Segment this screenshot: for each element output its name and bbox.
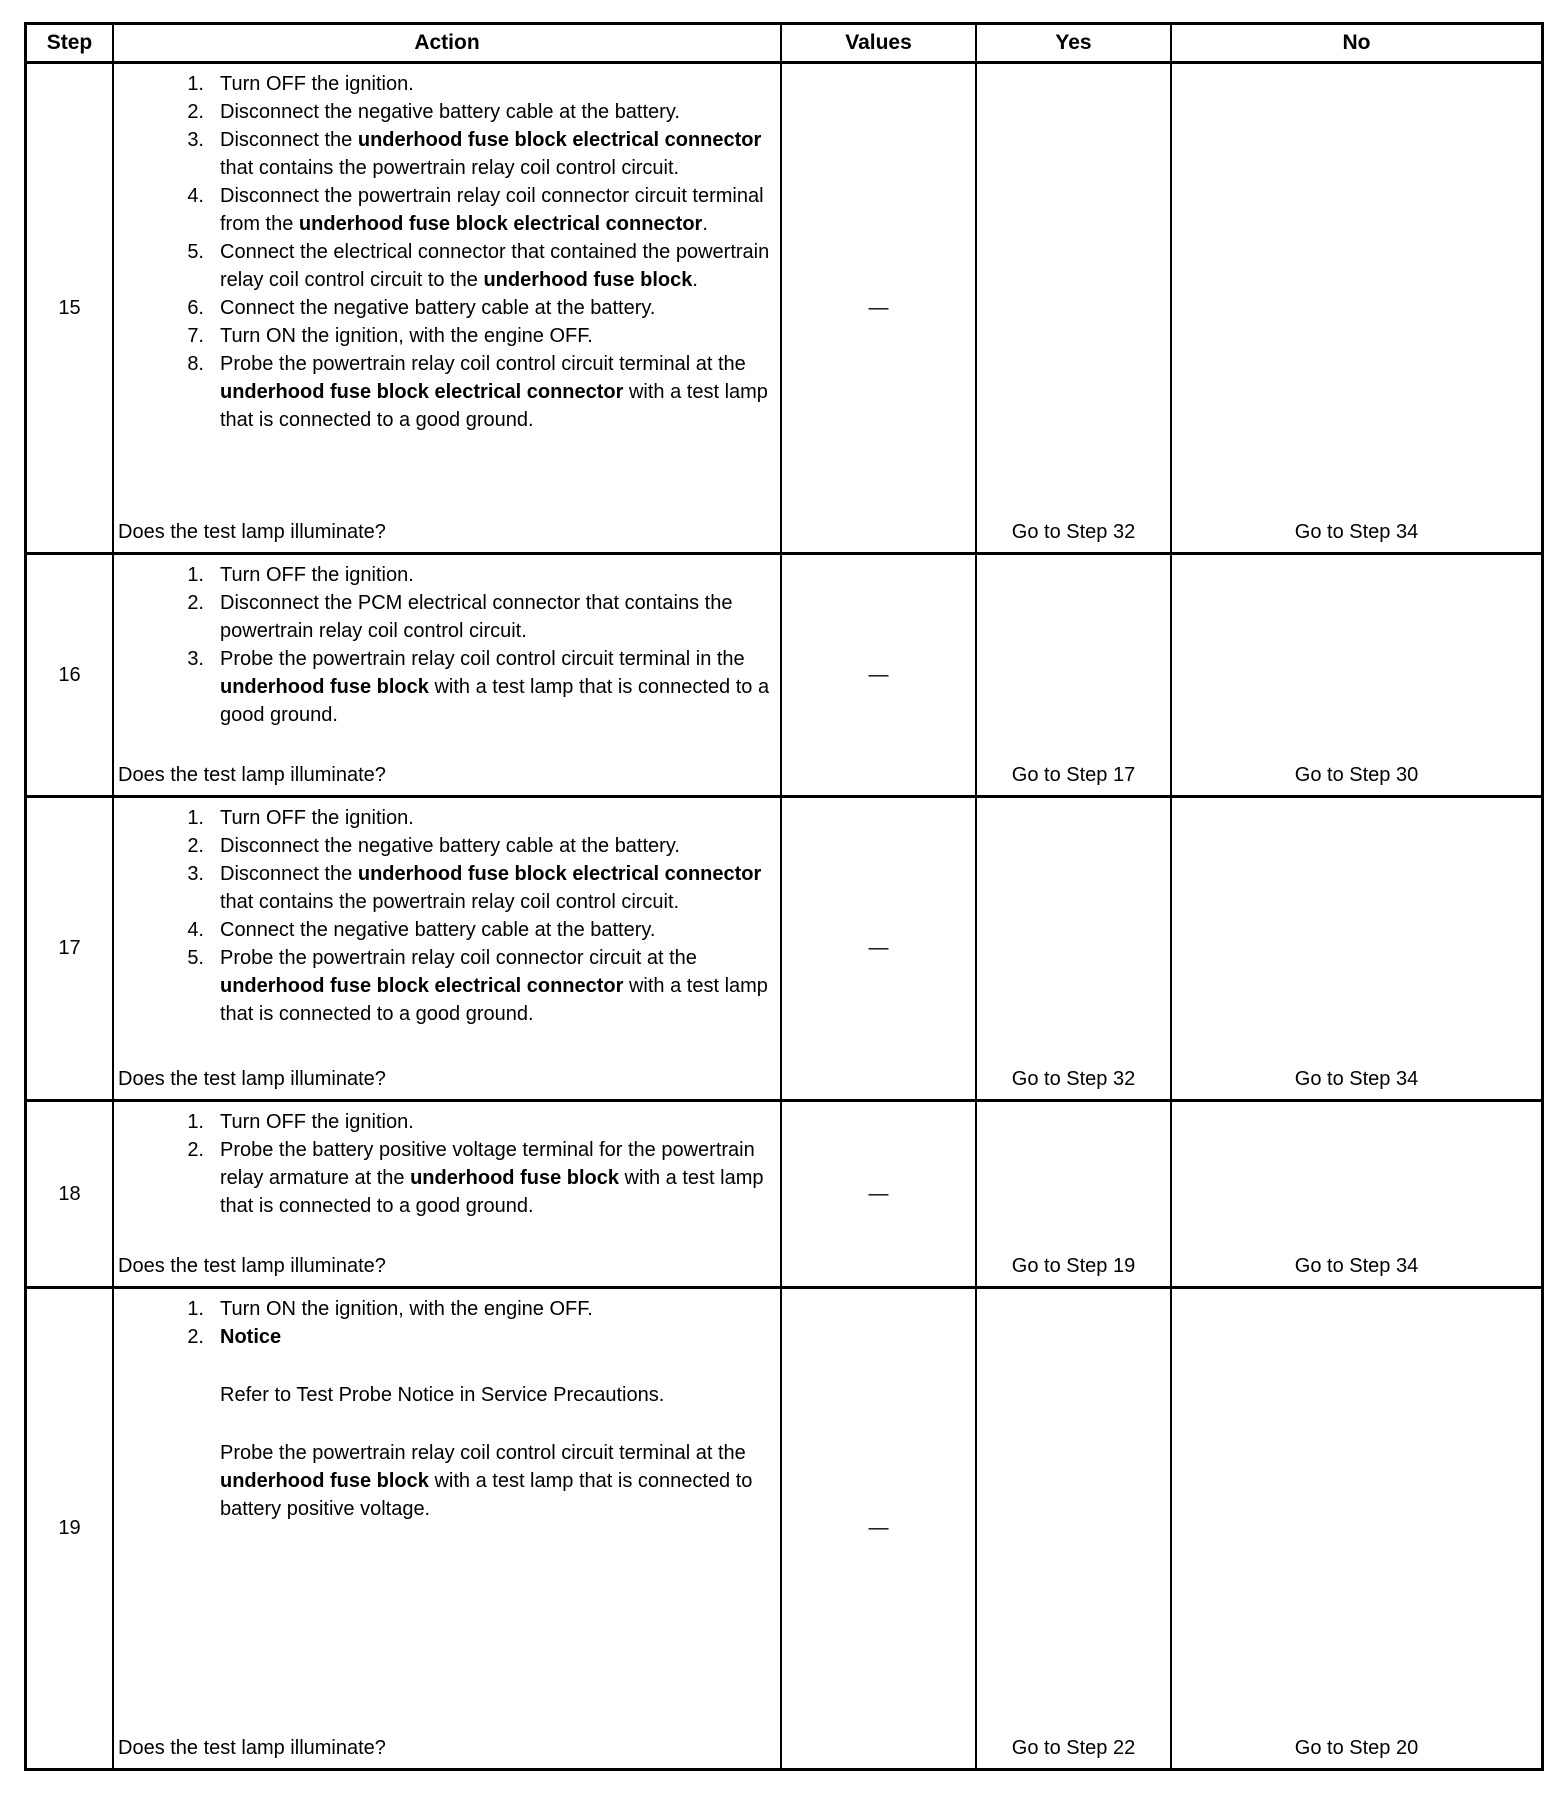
action-item-text: Turn ON the ignition, with the engine OFF. [220, 1298, 593, 1320]
values-cell [780, 798, 975, 1099]
yes-cell [975, 1289, 1170, 1768]
action-item [174, 322, 774, 350]
values-cell [780, 64, 975, 552]
step-number: 16 [58, 663, 81, 686]
action-item-text: Turn OFF the ignition. [220, 807, 414, 829]
no-cell [1170, 1289, 1541, 1768]
values-cell [780, 555, 975, 795]
action-item-text: Probe the powertrain relay coil connector circuit at the underhood fuse block electrical connector with a test lamp that is connected to a good ground. [220, 947, 768, 1025]
action-cell [112, 1289, 780, 1768]
action-item-number: 5. [187, 241, 204, 263]
action-item [174, 1108, 774, 1136]
step-cell [27, 64, 112, 552]
action-item-number: 3. [187, 863, 204, 885]
action-item-text: Probe the powertrain relay coil control circuit terminal at the underhood fuse block electrical connector with a test lamp that is connected to a good ground. [220, 353, 768, 431]
question-text: Does the test lamp illuminate? [118, 1255, 386, 1277]
action-item [174, 561, 774, 589]
yes-goto-text: Go to Step 22 [1011, 1737, 1136, 1759]
action-item-text: Disconnect the negative battery cable at the battery. [220, 835, 680, 857]
no-goto-text: Go to Step 34 [1294, 1255, 1419, 1277]
step-cell [27, 1289, 112, 1768]
values-dash: — [868, 663, 889, 686]
step-number: 19 [58, 1517, 81, 1539]
action-item-number: 3. [187, 648, 204, 670]
action-item-number: 1. [187, 807, 204, 829]
no-cell [1170, 64, 1541, 552]
action-item [174, 1295, 774, 1323]
action-item-text: Connect the negative battery cable at the battery. [220, 919, 656, 941]
question-text: Does the test lamp illuminate? [118, 764, 386, 786]
action-item [174, 1323, 774, 1523]
action-item-number: 5. [187, 947, 204, 969]
column-header-no: No [1170, 25, 1541, 61]
no-cell [1170, 1102, 1541, 1286]
column-header-values: Values [780, 25, 975, 61]
action-item-text: Disconnect the PCM electrical connector that contains the powertrain relay coil control circuit. [220, 592, 733, 642]
action-item-text: Disconnect the negative battery cable at the battery. [220, 101, 680, 123]
action-item-text: Connect the negative battery cable at the battery. [220, 297, 656, 319]
action-list [118, 561, 774, 729]
action-item [174, 1136, 774, 1220]
action-item-number: 4. [187, 185, 204, 207]
yes-goto-text: Go to Step 19 [1011, 1255, 1136, 1277]
action-cell [112, 1102, 780, 1286]
action-item [174, 589, 774, 645]
step-number: 18 [58, 1182, 81, 1205]
step-cell [27, 1102, 112, 1286]
action-item [174, 70, 774, 98]
action-item-text: Connect the electrical connector that contained the powertrain relay coil control circuit to the underhood fuse block. [220, 241, 770, 291]
action-item-number: 8. [187, 353, 204, 375]
action-item-number: 1. [187, 564, 204, 586]
action-item [174, 294, 774, 322]
action-item-text: Probe the powertrain relay coil control circuit terminal in the underhood fuse block with a test lamp that is connected to a good ground. [220, 648, 770, 726]
column-header-yes: Yes [975, 25, 1170, 61]
action-list [118, 1295, 774, 1523]
action-item-text: Disconnect the powertrain relay coil connector circuit terminal from the underhood fuse block electrical connector. [220, 185, 764, 235]
action-item-number: 2. [187, 101, 204, 123]
action-item [174, 944, 774, 1028]
step-number: 15 [58, 296, 81, 319]
yes-cell [975, 1102, 1170, 1286]
no-goto-text: Go to Step 34 [1294, 1068, 1419, 1090]
action-list [118, 70, 774, 434]
yes-cell [975, 555, 1170, 795]
action-paragraph: Probe the powertrain relay coil control circuit terminal at the underhood fuse block with a test lamp that is connected to battery positive voltage. [220, 1442, 753, 1520]
action-item-number: 2. [187, 1326, 204, 1348]
action-item-number: 7. [187, 325, 204, 347]
action-item [174, 238, 774, 294]
no-cell [1170, 555, 1541, 795]
action-item-text: Turn OFF the ignition. [220, 564, 414, 586]
action-item-number: 2. [187, 592, 204, 614]
action-item-text: Probe the battery positive voltage terminal for the powertrain relay armature at the underhood fuse block with a test lamp that is connected to a good ground. [220, 1139, 764, 1217]
table-row [27, 552, 1541, 795]
action-item [174, 832, 774, 860]
values-dash: — [868, 1182, 889, 1205]
action-list [118, 804, 774, 1028]
column-header-step: Step [46, 31, 93, 54]
action-item [174, 182, 774, 238]
diagnostic-table [24, 22, 1544, 1771]
table-row [27, 795, 1541, 1099]
action-item-text: Notice Refer to Test Probe Notice in Service Precautions. Probe the powertrain relay coil control circuit terminal at the underhood fuse block with a test lamp that is connected to battery positive voltage. [220, 1323, 774, 1523]
table-body [27, 64, 1541, 1768]
step-number: 17 [58, 937, 81, 959]
action-cell [112, 64, 780, 552]
action-item [174, 126, 774, 182]
action-paragraph: Refer to Test Probe Notice in Service Precautions. [220, 1384, 665, 1406]
action-item [174, 804, 774, 832]
action-item-number: 1. [187, 1298, 204, 1320]
step-cell [27, 798, 112, 1099]
yes-cell [975, 64, 1170, 552]
question-text: Does the test lamp illuminate? [118, 521, 386, 543]
action-item-number: 1. [187, 1111, 204, 1133]
action-item-text: Turn OFF the ignition. [220, 1111, 414, 1133]
values-dash: — [868, 937, 889, 959]
question-text: Does the test lamp illuminate? [118, 1068, 386, 1090]
values-cell [780, 1102, 975, 1286]
action-item [174, 350, 774, 434]
no-goto-text: Go to Step 20 [1294, 1737, 1419, 1759]
yes-cell [975, 798, 1170, 1099]
action-list [118, 1108, 774, 1220]
action-item-number: 3. [187, 129, 204, 151]
action-item [174, 916, 774, 944]
action-item [174, 645, 774, 729]
step-cell [27, 555, 112, 795]
action-cell [112, 555, 780, 795]
action-item-number: 6. [187, 297, 204, 319]
action-item [174, 98, 774, 126]
yes-goto-text: Go to Step 17 [1011, 764, 1136, 786]
values-dash: — [868, 296, 889, 319]
column-header-action: Action [112, 25, 780, 61]
no-cell [1170, 798, 1541, 1099]
yes-goto-text: Go to Step 32 [1011, 521, 1136, 543]
table-header-row [27, 25, 1541, 64]
action-item-text: Turn ON the ignition, with the engine OFF. [220, 325, 593, 347]
action-item-number: 2. [187, 1139, 204, 1161]
no-goto-text: Go to Step 34 [1294, 521, 1419, 543]
values-cell [780, 1289, 975, 1768]
action-item [174, 860, 774, 916]
yes-goto-text: Go to Step 32 [1011, 1068, 1136, 1090]
table-row [27, 64, 1541, 552]
action-item-text: Turn OFF the ignition. [220, 73, 414, 95]
no-goto-text: Go to Step 30 [1294, 764, 1419, 786]
question-text: Does the test lamp illuminate? [118, 1737, 386, 1759]
table-row [27, 1099, 1541, 1286]
action-cell [112, 798, 780, 1099]
action-item-number: 4. [187, 919, 204, 941]
action-item-number: 1. [187, 73, 204, 95]
action-item-text: Disconnect the underhood fuse block electrical connector that contains the powertrain relay coil control circuit. [220, 129, 762, 179]
action-item-number: 2. [187, 835, 204, 857]
table-row [27, 1286, 1541, 1768]
action-item-text: Disconnect the underhood fuse block electrical connector that contains the powertrain relay coil control circuit. [220, 863, 762, 913]
values-dash: — [868, 1517, 889, 1539]
